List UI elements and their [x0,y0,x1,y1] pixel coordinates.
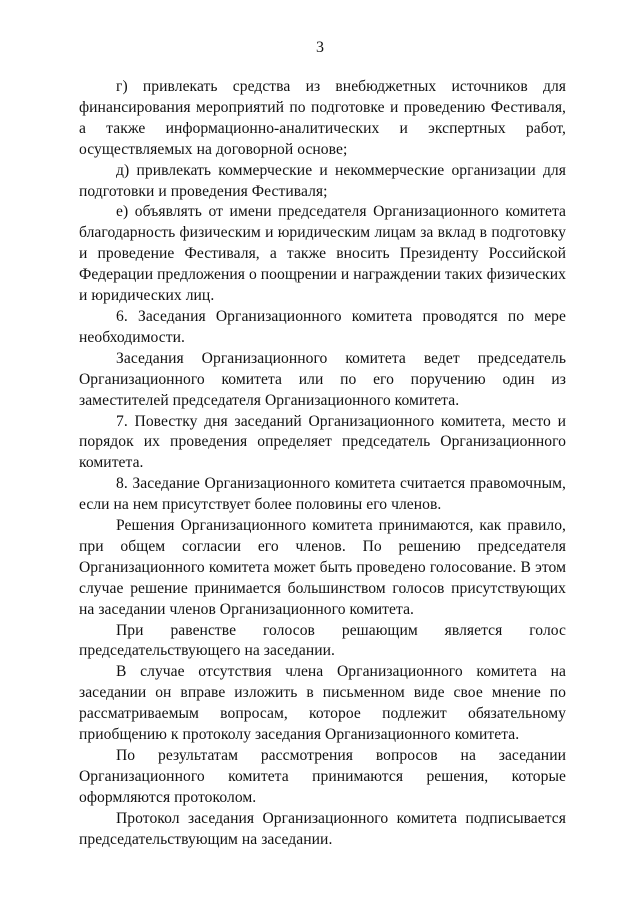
paragraph-item-d: д) привлекать коммерческие и некоммерческие организации для подготовки и проведения Фестиваля; [79,161,566,200]
paragraph-meeting-chair: Заседания Организационного комитета ведет председатель Организационного комитета или по его поручению один из заместителей председателя Организационного комитета. [79,349,566,409]
paragraph-protocol: Протокол заседания Организационного комитета подписывается председательствующим на заседании. [79,809,566,848]
paragraph-item-g: г) привлекать средства из внебюджетных источников для финансирования мероприятий по подготовке и проведению Фестиваля, а также информационно-аналитических и экспертных работ, осуществляемых на договорной основе; [79,78,566,158]
paragraph-item-e: е) объявлять от имени председателя Организационного комитета благодарность физическим и юридическим лицам за вклад в подготовку и проведение Фестиваля, а также вносить Президенту Российской Федерации предложения о поощрении и награждении таких физических и юридических лиц. [79,203,566,305]
paragraph-clause-8: 8. Заседание Организационного комитета считается правомочным, если на нем присутствует более половины его членов. [79,475,566,514]
paragraph-absence: В случае отсутствия члена Организационного комитета на заседании он вправе изложить в письменном виде свое мнение по рассматриваемым вопросам, которое подлежит обязательному приобщению к протоколу заседания Организационного комитета. [79,663,566,744]
paragraph-decisions: Решения Организационного комитета принимаются, как правило, при общем согласии его членов. По решению председателя Организационного комитета может быть проведено голосование. В этом случае решение принимается большинством голосов присутствующих на заседании членов Организационного комитета. [79,517,566,618]
paragraph-clause-7: 7. Повестку дня заседаний Организационного комитета, место и порядок их проведения определяет председатель Организационного комитета. [79,412,566,472]
paragraph-tie-vote: При равенстве голосов решающим является голос председательствующего на заседании. [79,621,566,660]
document-body [79,77,566,851]
page-number: 3 [316,39,324,56]
paragraph-results: По результатам рассмотрения вопросов на заседании Организационного комитета принимаются решения, которые оформляются протоколом. [79,747,566,806]
paragraph-clause-6: 6. Заседания Организационного комитета проводятся по мере необходимости. [79,307,566,346]
